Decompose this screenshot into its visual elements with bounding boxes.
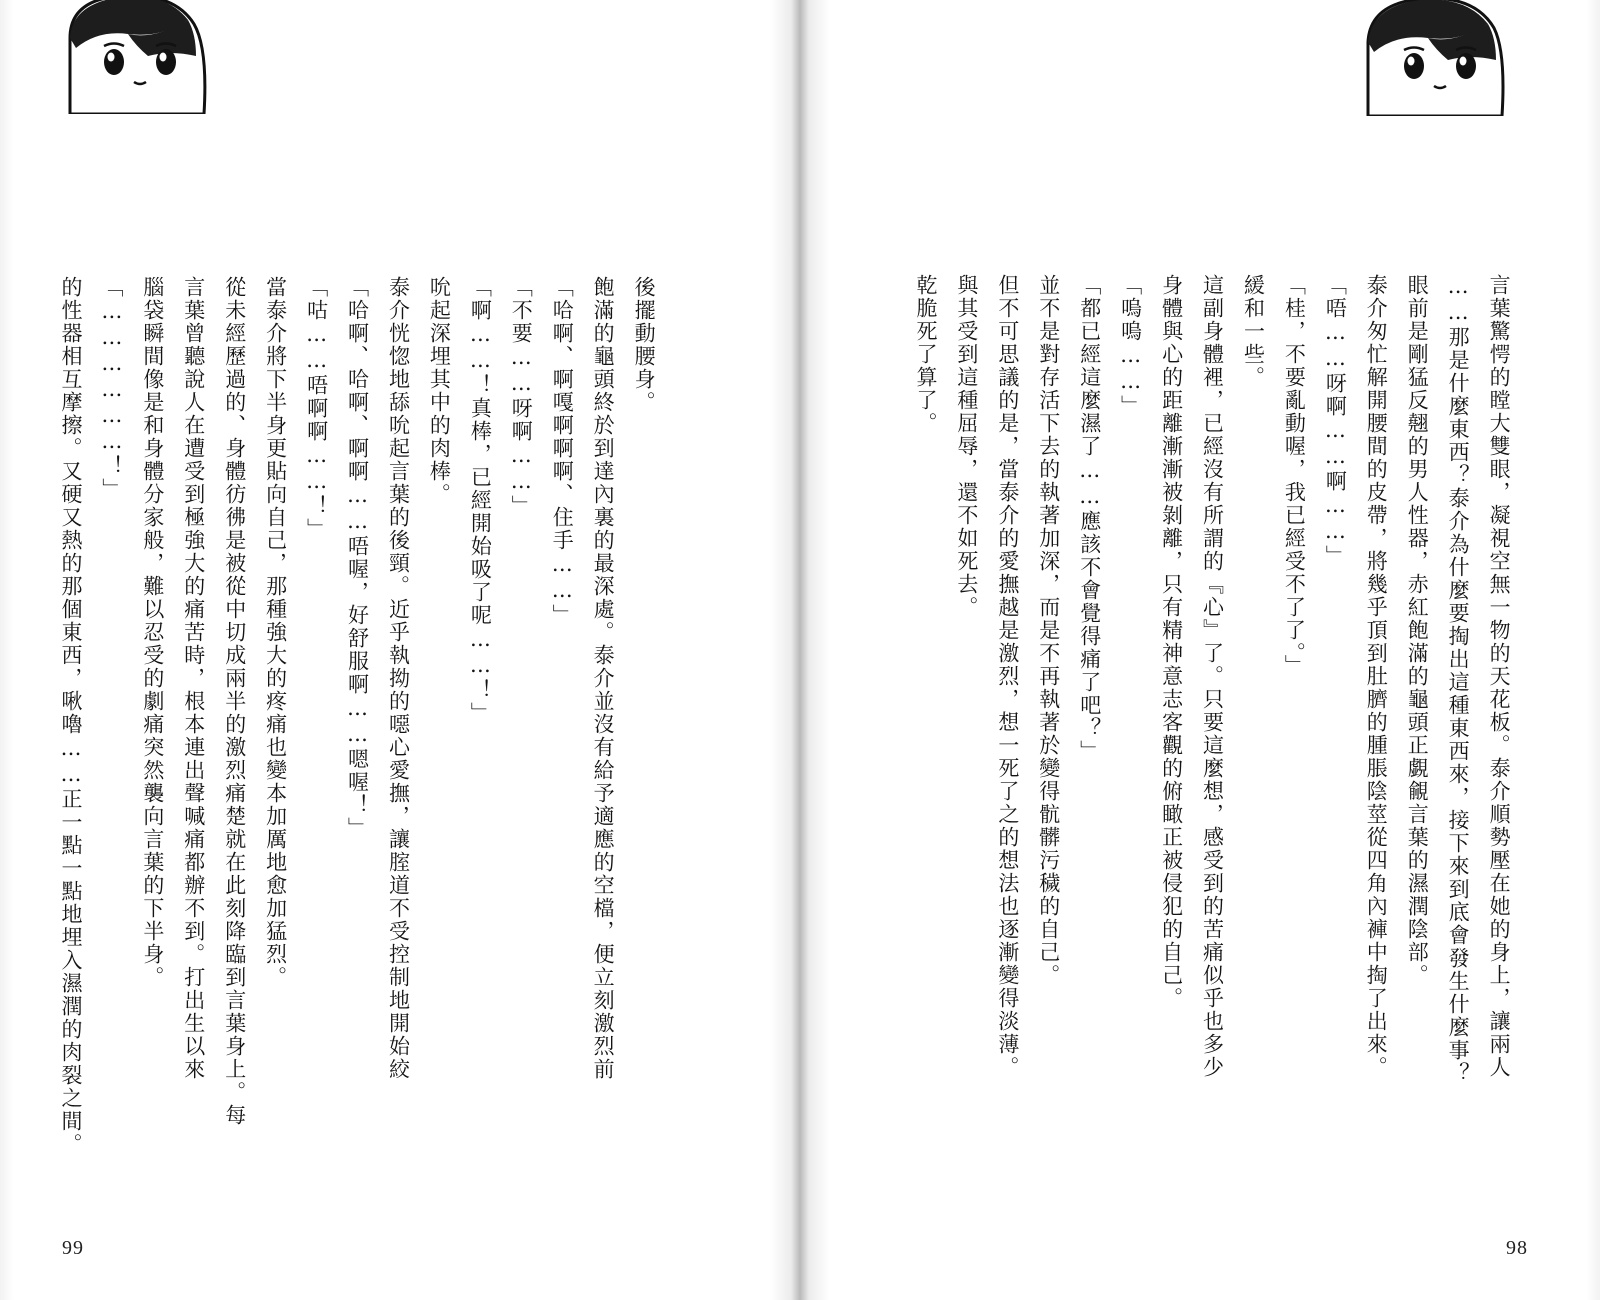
text-column: ……那是什麼東西？泰介為什麼要掏出這種東西來，接下來到底會發生什麼事？	[1446, 274, 1471, 1085]
text-column: 從未經歷過的、身體彷彿是被從中切成兩半的激烈痛楚就在此刻降臨到言葉身上。每	[222, 276, 247, 1127]
text-column: 「桂，不要亂動喔，我已經受不了了。」	[1282, 274, 1307, 678]
text-column: 「哈啊、哈啊、啊啊……唔喔，好舒服啊……嗯喔！」	[345, 276, 370, 840]
scan-edge	[1586, 0, 1600, 1300]
page-number-left: 99	[62, 1237, 84, 1259]
text-column: 「………………！」	[99, 276, 124, 501]
manga-girl-face-icon	[62, 0, 212, 114]
text-column: 腦袋瞬間像是和身體分家般，難以忍受的劇痛突然襲向言葉的下半身。	[140, 276, 165, 989]
manga-girl-face-icon	[1358, 0, 1508, 116]
page-number-right: 98	[1506, 1237, 1528, 1259]
text-column: 泰介匆忙解開腰間的皮帶，將幾乎頂到肚臍的腫脹陰莖從四角內褲中掏了出來。	[1364, 274, 1389, 1079]
text-column: 泰介恍惚地舔吮起言葉的後頸。近乎執拗的噁心愛撫，讓腟道不受控制地開始絞	[386, 276, 411, 1081]
text-column: 「嗚嗚……」	[1118, 274, 1143, 418]
page-right	[800, 0, 1600, 1300]
text-column: 言葉驚愕的瞠大雙眼，凝視空無一物的天花板。泰介順勢壓在她的身上，讓兩人	[1487, 274, 1512, 1079]
text-column: 「哈啊、啊嘎啊啊啊、住手……」	[550, 276, 575, 627]
text-column: 乾脆死了算了。	[913, 274, 938, 435]
text-column: 飽滿的龜頭終於到達內裏的最深處。泰介並沒有給予適應的空檔，便立刻激烈前	[591, 276, 616, 1081]
page-right-body	[913, 118, 1560, 1178]
text-column: 的性器相互摩擦。又硬又熱的那個東西，啾嚕……正一點一點地埋入濕潤的肉裂之間。	[58, 276, 83, 1156]
text-column: 與其受到這種屈辱，還不如死去。	[954, 274, 979, 619]
page-left-body	[60, 120, 705, 1180]
text-column: 身體與心的距離漸漸被剝離，只有精神意志客觀的俯瞰正被侵犯的自己。	[1159, 274, 1184, 1010]
text-column: 「啊……！真棒，已經開始吸了呢……！」	[468, 276, 493, 725]
text-column: 眼前是剛猛反翹的男人性器，赤紅飽滿的龜頭正覷覦言葉的濕潤陰部。	[1405, 274, 1430, 987]
text-column: 「唔……呀啊……啊……」	[1323, 274, 1348, 568]
text-column: 但不可思議的是，當泰介的愛撫越是激烈，想一死了之的想法也逐漸變得淡薄。	[995, 274, 1020, 1079]
text-column: 這副身體裡，已經沒有所謂的『心』了。只要這麼想，感受到的苦痛似乎也多少	[1200, 274, 1225, 1079]
text-column: 緩和一些。	[1241, 274, 1266, 389]
text-column: 吮起深埋其中的肉棒。	[427, 276, 452, 506]
text-column: 後擺動腰身。	[632, 276, 657, 414]
text-column: 言葉曾聽說人在遭受到極強大的痛苦時，根本連出聲喊痛都辦不到。打出生以來	[181, 276, 206, 1081]
text-column: 並不是對存活下去的執著加深，而是不再執著於變得骯髒污穢的自己。	[1036, 274, 1061, 987]
text-column: 當泰介將下半身更貼向自己，那種強大的疼痛也變本加厲地愈加猛烈。	[263, 276, 288, 989]
text-column: 「不要……呀啊……」	[509, 276, 534, 518]
text-column: 「咕……唔啊啊……！」	[304, 276, 329, 541]
text-column: 「都已經這麼濕了……應該不會覺得痛了吧？」	[1077, 274, 1102, 763]
